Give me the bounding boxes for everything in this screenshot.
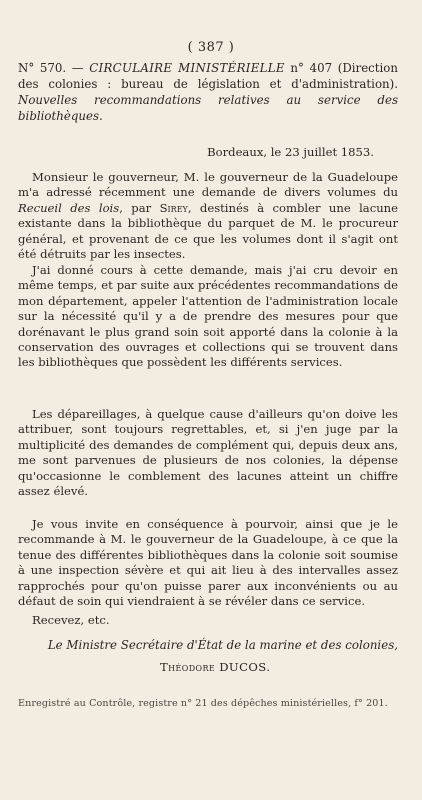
- circular-direction: (Direction des colonies : bureau de législation et d'administration).: [18, 61, 398, 91]
- heading-dash: —: [66, 61, 90, 75]
- recueil-title: Recueil des lois: [18, 200, 120, 215]
- circular-number: N° 570.: [18, 61, 67, 75]
- paragraph-5: Recevez, etc.: [32, 613, 110, 627]
- circular-heading: [18, 60, 398, 124]
- paragraph-2: J'ai donné cours à cette demande, mais j'ai cru devoir en même temps, et par suite aux précédentes recommandations de mon département, appeler l'attention de l'administration locale sur la nécessité qu'il y a de prendre des mesures pour que dorénavant le plus grand soin soit apporté dans la colonie à la conservation des ouvrages et collections qui se trouvent dans les bibliothèques que possèdent les différents services.: [18, 263, 398, 370]
- paragraph-1: [18, 170, 398, 262]
- circular-ref-number: n° 407: [284, 61, 338, 75]
- circular-title: CIRCULAIRE MINISTÉRIELLE: [89, 61, 285, 75]
- dateline: Bordeaux, le 23 juillet 1853.: [207, 145, 374, 159]
- paragraph-1-part-b: , par: [119, 200, 160, 215]
- paragraph-1-part-c: , destinés à combler une lacune existante dans la bibliothèque du parquet de M. le procureur général, et provenant de ce que les volumes dont il s'agit ont été détruits par les insectes.: [18, 200, 398, 262]
- signature-last-name: DUCOS.: [215, 660, 271, 674]
- author-name: Sirey: [159, 200, 188, 215]
- signature: [160, 660, 270, 675]
- minister-signoff: Le Ministre Secrétaire d'État de la marine et des colonies,: [47, 638, 398, 652]
- registration-footer: Enregistré au Contrôle, registre n° 21 des dépêches ministérielles, f° 201.: [18, 698, 388, 709]
- paragraph-3: Les dépareillages, à quelque cause d'ailleurs qu'on doive les attribuer, sont toujours regrettables, et, si j'en juge par la multiplicité des demandes de complément qui, depuis deux ans, me sont parvenues de plusieurs de nos colonies, la dépense qu'occasionne le comblement des lacunes atteint un chiffre assez élevé.: [18, 407, 398, 499]
- page-number: ( 387 ): [187, 40, 235, 55]
- paragraph-4: Je vous invite en conséquence à pourvoir, ainsi que je le recommande à M. le gouverneur de la Guadeloupe, à ce que la tenue des différentes bibliothèques dans la colonie soit soumise à une inspection sévère et qui ait lieu à des intervalles assez rapprochés pour qu'on puisse parer aux inconvénients ou au défaut de soin qui viendraient à se révéler dans ce service.: [18, 517, 398, 609]
- signature-first-name: Théodore: [160, 660, 216, 674]
- paragraph-1-part-a: Monsieur le gouverneur, M. le gouverneur de la Guadeloupe m'a adressé récemment une demande de divers volumes du: [18, 170, 398, 200]
- circular-subtitle: Nouvelles recommandations relatives au service des bibliothèques.: [18, 93, 398, 123]
